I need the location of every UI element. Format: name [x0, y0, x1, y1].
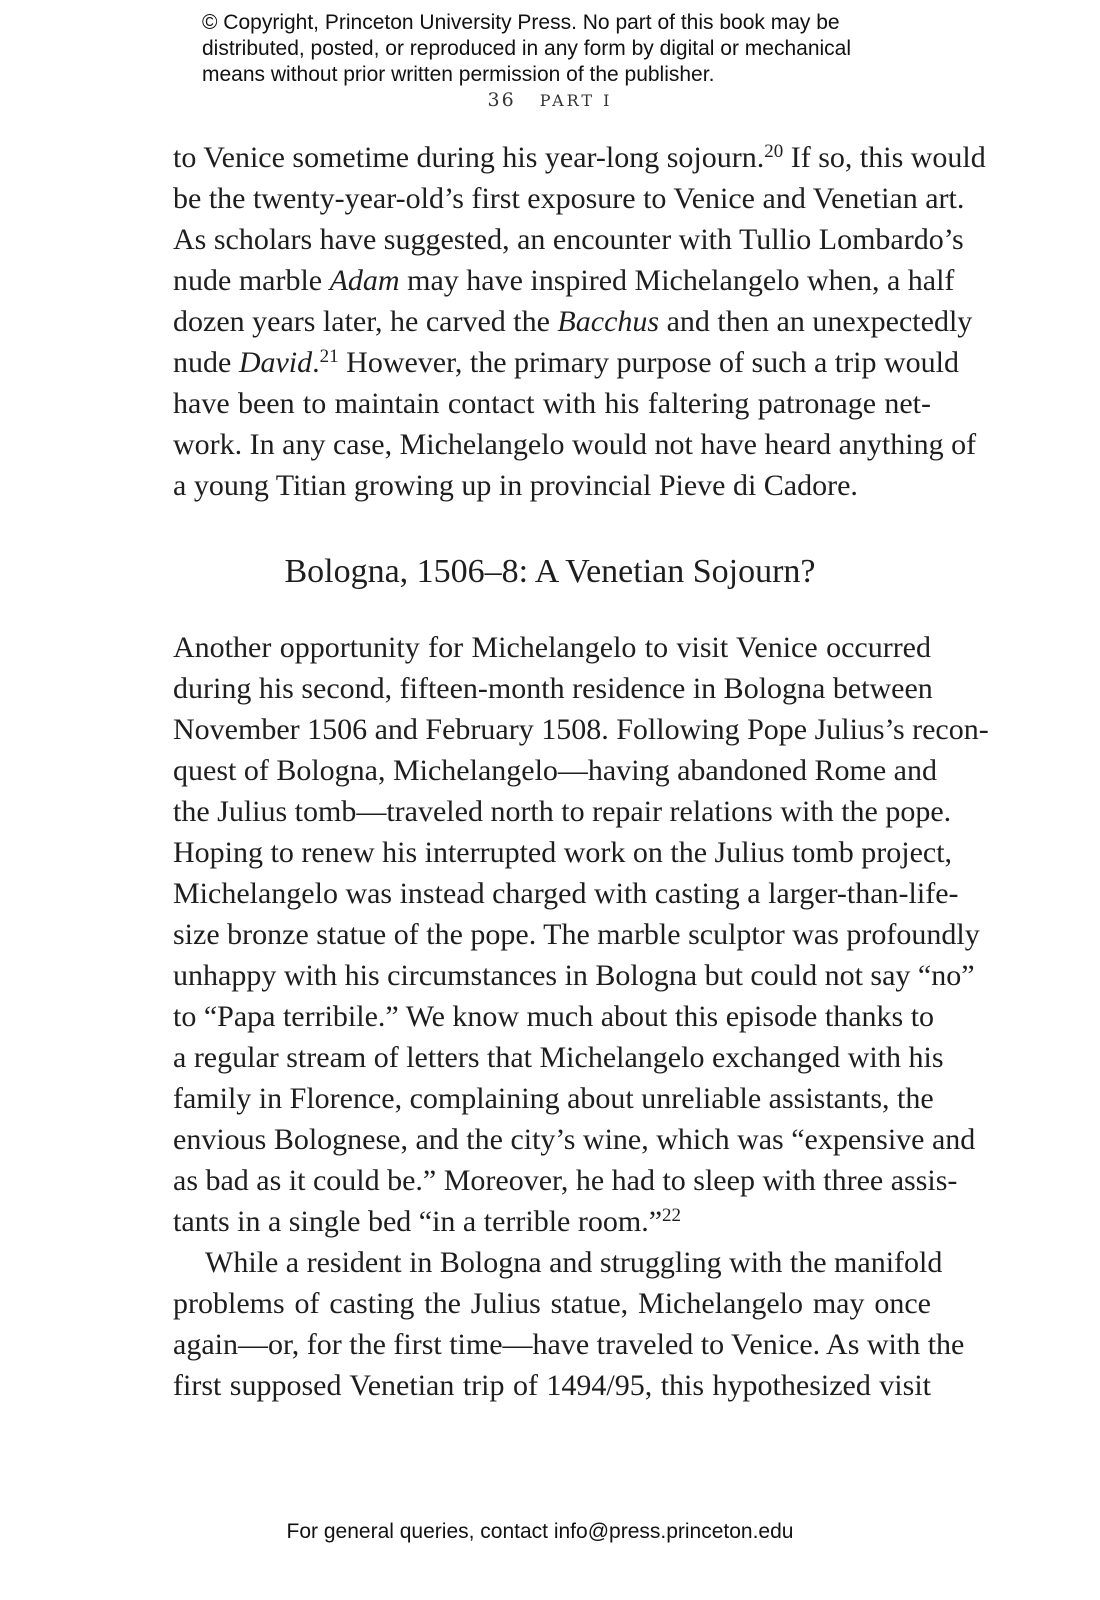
text-run: If so, this would	[783, 141, 986, 174]
text-line: Another opportunity for Michelangelo to visit Venice occurred	[173, 631, 931, 664]
text-line: as bad as it could be.” Moreover, he had to sleep with three assis-	[173, 1164, 958, 1197]
text-run: to Venice sometime during his year-long sojourn.	[173, 141, 765, 174]
text-line: unhappy with his circumstances in Bologna but could not say “no”	[173, 959, 975, 992]
text-line: Hoping to renew his interrupted work on the Julius tomb project,	[173, 836, 953, 869]
text-line: work. In any case, Michelangelo would not have heard anything of	[173, 428, 977, 461]
text-line	[173, 1201, 931, 1242]
text-line: first supposed Venetian trip of 1494/95, this hypothesized visit	[173, 1369, 931, 1402]
text-line: As scholars have suggested, an encounter with Tullio Lombardo’s	[173, 223, 964, 256]
text-line	[173, 137, 986, 178]
text-line	[173, 342, 959, 383]
text-run: tants in a single bed “in a terrible room.”	[173, 1205, 663, 1238]
text-run: and then an unexpectedly	[659, 305, 973, 338]
text-run: dozen years later, he carved the	[173, 305, 558, 338]
text-line: have been to maintain contact with his faltering patronage net-	[173, 387, 931, 420]
text-line	[173, 301, 973, 342]
text-line: size bronze statue of the pope. The marble sculptor was profoundly	[173, 918, 980, 951]
running-head-section: PART I	[539, 91, 613, 110]
text-line: November 1506 and February 1508. Following Pope Julius’s recon-	[173, 713, 989, 746]
text-line: Michelangelo was instead charged with casting a larger-than-life-	[173, 877, 959, 910]
copyright-line: © Copyright, Princeton University Press. No part of this book may be	[202, 11, 840, 34]
text-run: nude marble	[173, 264, 330, 297]
text-line: again—or, for the first time—have traveled to Venice. As with the	[173, 1328, 965, 1361]
italic-title: Adam	[329, 264, 400, 297]
text-run: .	[312, 346, 320, 379]
copyright-line: means without prior written permission of the publisher.	[202, 63, 715, 86]
copyright-notice	[202, 10, 902, 88]
text-line: problems of casting the Julius statue, Michelangelo may once	[173, 1287, 931, 1320]
text-run: may have inspired Michelangelo when, a half	[399, 264, 955, 297]
page-number: 36	[487, 89, 516, 111]
text-line: a regular stream of letters that Michelangelo exchanged with his	[173, 1041, 944, 1074]
footnote-ref: 22	[662, 1205, 682, 1226]
text-line: quest of Bologna, Michelangelo—having abandoned Rome and	[173, 754, 937, 787]
text-run: However, the primary purpose of such a trip would	[338, 346, 959, 379]
paragraph-1	[173, 137, 986, 506]
text-line	[173, 260, 955, 301]
text-run: nude	[173, 346, 239, 379]
text-line: While a resident in Bologna and struggling with the manifold	[205, 1246, 943, 1279]
text-line: a young Titian growing up in provincial Pieve di Cadore.	[173, 469, 858, 502]
text-line: family in Florence, complaining about unreliable assistants, the	[173, 1082, 934, 1115]
footnote-ref: 20	[764, 141, 784, 162]
section-heading: Bologna, 1506–8: A Venetian Sojourn?	[284, 553, 816, 590]
italic-title: David	[238, 346, 313, 379]
text-line: be the twenty-year-old’s first exposure to Venice and Venetian art.	[173, 182, 965, 215]
paragraph-2-3	[173, 627, 989, 1406]
italic-title: Bacchus	[557, 305, 660, 338]
running-head	[0, 89, 1100, 111]
copyright-line: distributed, posted, or reproduced in any form by digital or mechanical	[202, 37, 852, 60]
text-line: to “Papa terribile.” We know much about this episode thanks to	[173, 1000, 935, 1033]
text-line: envious Bolognese, and the city’s wine, which was “expensive and	[173, 1123, 976, 1156]
text-line: the Julius tomb—traveled north to repair relations with the pope.	[173, 795, 952, 828]
footnote-ref: 21	[319, 346, 339, 367]
text-line: during his second, fifteen-month residence in Bologna between	[173, 672, 933, 705]
footer-contact: For general queries, contact info@press.princeton.edu	[286, 1520, 794, 1543]
